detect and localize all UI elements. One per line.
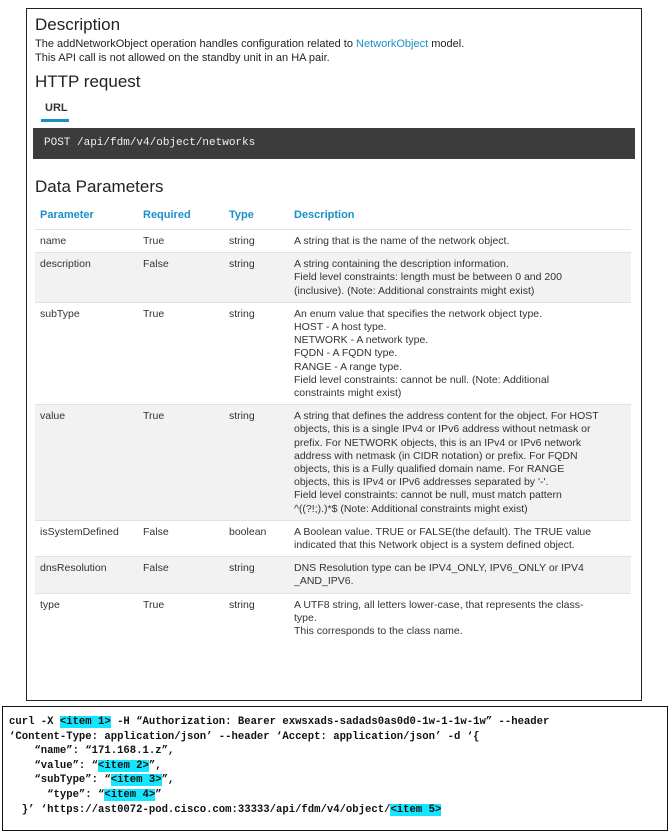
param-type-cell: string xyxy=(229,253,294,303)
curl-text: “value”: “ xyxy=(9,759,99,772)
param-name-cell: type xyxy=(35,593,143,642)
param-description-line: objects, this is a single IPv4 or IPv6 address without netmask or xyxy=(294,423,591,436)
description-text xyxy=(35,37,631,65)
curl-text: curl -X xyxy=(9,716,60,728)
table-row xyxy=(35,520,631,556)
tab-active-indicator xyxy=(41,119,69,122)
table-header-row xyxy=(35,207,631,230)
item-5-placeholder: <item 5> xyxy=(390,803,442,816)
table-row xyxy=(35,593,631,642)
param-description-line: A UTF8 string, all letters lower-case, that represents the class- xyxy=(294,598,584,611)
column-header-parameter: Parameter xyxy=(40,209,94,221)
param-description-line: type. xyxy=(294,611,317,624)
param-description-line: constraints might exist) xyxy=(294,387,402,400)
param-description-cell xyxy=(294,230,631,253)
http-request-tabs xyxy=(35,98,631,122)
table-row xyxy=(35,557,631,593)
description-heading: Description xyxy=(35,15,121,34)
param-description-line: Field level constraints: length must be between 0 and 200 xyxy=(294,271,562,284)
param-description-cell xyxy=(294,302,631,404)
param-description-line: A string that is the name of the network object. xyxy=(294,235,510,247)
param-description-cell xyxy=(294,405,631,521)
param-type-cell: string xyxy=(229,302,294,404)
param-name-cell: isSystemDefined xyxy=(35,520,143,556)
api-doc-panel xyxy=(26,8,642,701)
param-type-cell: boolean xyxy=(229,520,294,556)
table-row xyxy=(35,253,631,303)
networkobject-link[interactable]: NetworkObject xyxy=(356,38,429,50)
table-row xyxy=(35,230,631,253)
curl-text: “type”: “ xyxy=(9,788,105,801)
param-description-line: objects, this is IPv4 or IPv6 addresses separated by '-'. xyxy=(294,476,549,489)
param-description-line: prefix. For NETWORK objects, this is an IPv4 or IPv6 network xyxy=(294,436,582,449)
param-description-line: This corresponds to the class name. xyxy=(294,625,463,638)
curl-text: “subType”: “ xyxy=(9,774,111,787)
description-line-2: This API call is not allowed on the standby unit in an HA pair. xyxy=(35,52,330,64)
curl-text: }’ ‘https://ast0072-pod.cisco.com:33333/api/fdm/v4/object/ xyxy=(9,803,391,816)
param-name-cell: name xyxy=(35,230,143,253)
param-description-line: RANGE - A range type. xyxy=(294,360,402,373)
param-description-line: FQDN - A FQDN type. xyxy=(294,347,398,360)
description-line-1 xyxy=(35,37,631,51)
curl-line-3: “name”: “171.168.1.z”, xyxy=(9,745,175,758)
param-description-line: An enum value that specifies the network object type. xyxy=(294,307,543,320)
param-description-cell xyxy=(294,253,631,303)
curl-line-6 xyxy=(9,789,162,801)
param-description-line: NETWORK - A network type. xyxy=(294,334,429,347)
curl-text: ”, xyxy=(148,759,162,772)
curl-line-2: ‘Content-Type: application/json’ --header ‘Accept: application/json’ -d ‘{ xyxy=(9,730,480,743)
param-description-line: ^((?!;).)*$ (Note: Additional constraints might exist) xyxy=(294,502,528,515)
curl-text: ” xyxy=(155,788,162,801)
item-4-placeholder: <item 4> xyxy=(104,788,156,801)
item-1-placeholder: <item 1> xyxy=(59,716,111,728)
param-name-cell: value xyxy=(35,405,143,521)
param-description-line: indicated that this Network object is a system defined object. xyxy=(294,539,575,552)
http-request-heading: HTTP request xyxy=(35,72,141,91)
param-description-cell xyxy=(294,593,631,642)
curl-line-1 xyxy=(9,716,549,728)
param-required-cell: False xyxy=(143,520,229,556)
param-required-cell: False xyxy=(143,253,229,303)
data-parameters-table xyxy=(35,207,631,642)
table-row xyxy=(35,302,631,404)
tab-url[interactable]: URL xyxy=(45,102,68,114)
curl-command-panel xyxy=(2,706,668,831)
param-type-cell: string xyxy=(229,557,294,593)
param-description-cell xyxy=(294,520,631,556)
param-description-cell xyxy=(294,557,631,593)
param-type-cell: string xyxy=(229,593,294,642)
param-description-line: Field level constraints: cannot be null. (Note: Additional xyxy=(294,373,550,386)
table-body xyxy=(35,230,631,643)
param-description-line: Field level constraints: cannot be null, must match pattern xyxy=(294,489,562,502)
param-required-cell: False xyxy=(143,557,229,593)
param-description-line: A string that defines the address content for the object. For HOST xyxy=(294,410,599,423)
description-text-end: model. xyxy=(428,38,465,50)
param-required-cell: True xyxy=(143,230,229,253)
column-header-required: Required xyxy=(143,209,191,221)
curl-line-7 xyxy=(9,804,441,816)
param-type-cell: string xyxy=(229,405,294,521)
param-description-line: address with netmask (in CIDR notation) or prefix. For FQDN xyxy=(294,449,578,462)
param-type-cell: string xyxy=(229,230,294,253)
item-2-placeholder: <item 2> xyxy=(98,759,149,772)
data-parameters-heading: Data Parameters xyxy=(35,177,164,196)
param-description-line: A Boolean value. TRUE or FALSE(the default). The TRUE value xyxy=(294,525,592,538)
param-name-cell: dnsResolution xyxy=(35,557,143,593)
table-row xyxy=(35,405,631,521)
curl-line-4 xyxy=(9,760,162,772)
item-3-placeholder: <item 3> xyxy=(110,774,162,787)
param-description-line: DNS Resolution type can be IPV4_ONLY, IPV6_ONLY or IPV4 xyxy=(294,562,584,575)
curl-text: -H “Authorization: Bearer exwsxads-sadads0as0d0-1w-1-1w-1w” --header xyxy=(110,716,550,728)
param-required-cell: True xyxy=(143,302,229,404)
param-required-cell: True xyxy=(143,593,229,642)
param-description-line: HOST - A host type. xyxy=(294,321,387,334)
column-header-type: Type xyxy=(229,209,254,221)
param-name-cell: description xyxy=(35,253,143,303)
param-name-cell: subType xyxy=(35,302,143,404)
param-description-line: A string containing the description information. xyxy=(294,258,509,271)
curl-text: ”, xyxy=(161,774,175,787)
curl-line-5 xyxy=(9,774,174,786)
param-required-cell: True xyxy=(143,405,229,521)
param-description-line: _AND_IPV6. xyxy=(294,575,354,588)
request-url-code: POST /api/fdm/v4/object/networks xyxy=(33,128,635,159)
column-header-description: Description xyxy=(294,209,355,221)
description-text-start: The addNetworkObject operation handles configuration related to xyxy=(35,38,357,50)
param-description-line: objects, this is a Fully qualified domain name. For RANGE xyxy=(294,463,565,476)
param-description-line: (inclusive). (Note: Additional constraints might exist) xyxy=(294,284,535,297)
